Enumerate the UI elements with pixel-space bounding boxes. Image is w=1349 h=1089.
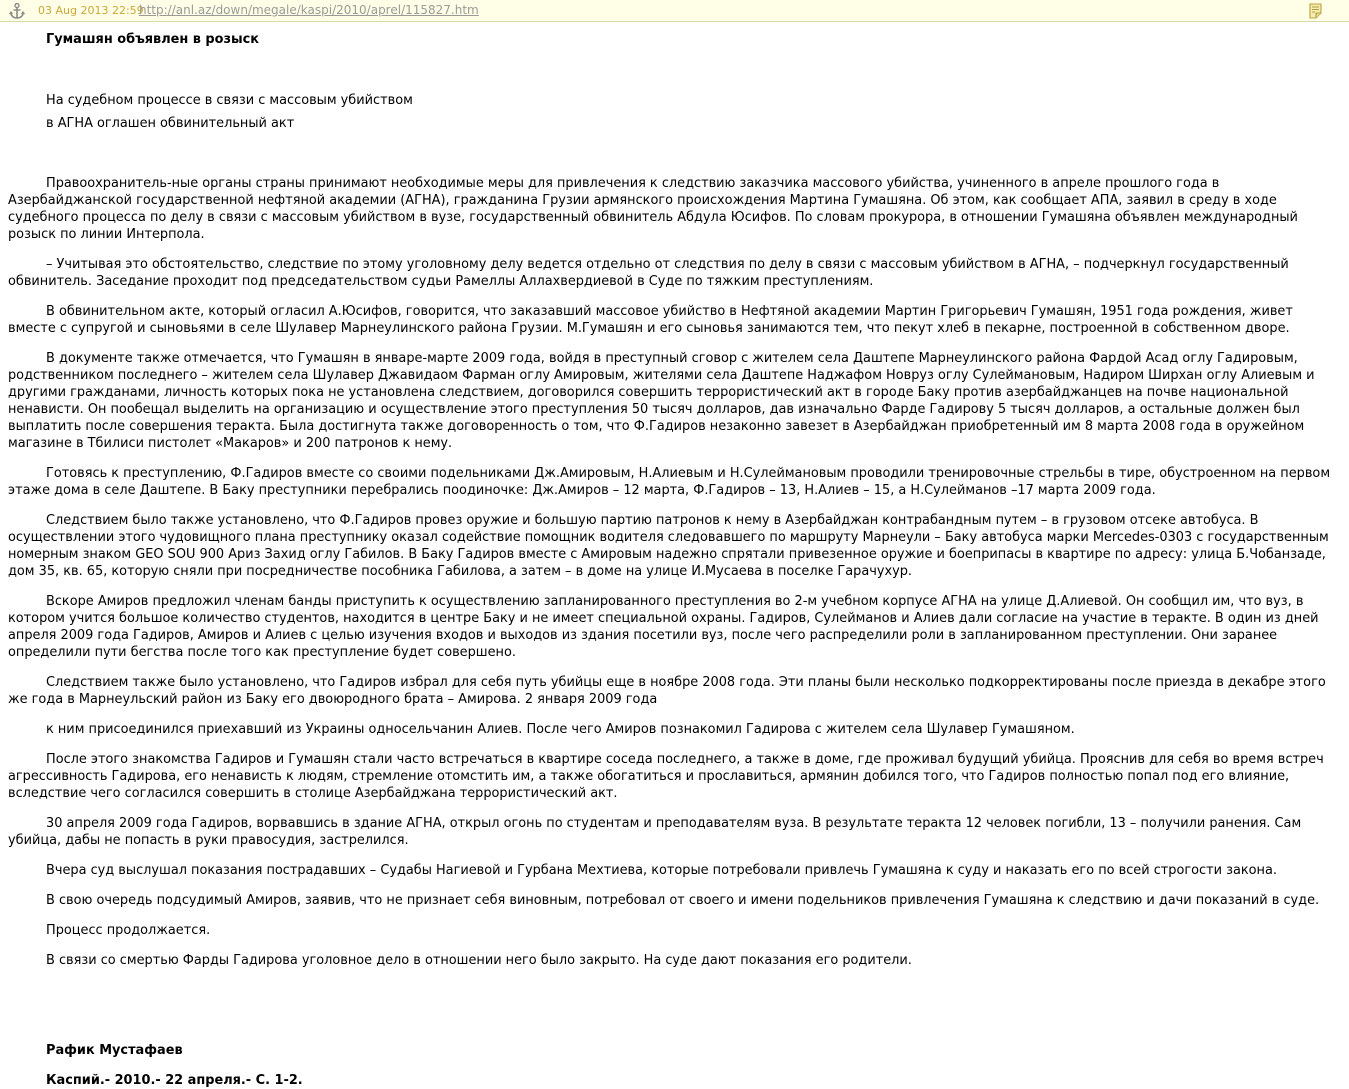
archive-date: 03 Aug 2013 22:59: [38, 4, 144, 17]
paragraph: После этого знакомства Гадиров и Гумашян стали часто встречаться в квартире соседа последнего, а также в доме, где проживал будущий убийца. Прояснив для себя во время встреч агрессивность Гадирова, его ненависть к людям, стремление отомстить им, а также обогатиться и прославиться, армянин добился того, что Гадиров полностью попал под его влияние, вследствие чего согласился совершить в столице Азербайджана террористический акт.: [8, 752, 1324, 801]
paragraph: к ним присоединился приехавший из Украины односельчанин Алиев. После чего Амиров познакомил Гадирова с жителем села Шулавер Гумашяном.: [46, 722, 1075, 737]
paragraph: Процесс продолжается.: [46, 923, 211, 938]
article-subtitle-line-2: в АГНА оглашен обвинительный акт: [46, 116, 295, 131]
paragraph: В связи со смертью Фарды Гадирова уголовное дело в отношении него было закрыто. На суде дают показания его родители.: [46, 953, 912, 968]
article-title: Гумашян объявлен в розыск: [46, 32, 260, 47]
article-body: [8, 22, 1342, 1089]
article-source: Каспий.- 2010.- 22 апреля.- С. 1-2.: [46, 1073, 303, 1088]
paragraph: В обвинительном акте, который огласил А.Юсифов, говорится, что заказавший массовое убийство в Нефтяной академии Мартин Григорьевич Гумашян, 1951 года рождения, живет вместе с супругой и сыновьями в селе Шулавер Марнеулинского района Грузии. М.Гумашян и его сыновья занимаются тем, что пекут хлеб в пекарне, построенной в собственном дворе.: [8, 304, 1293, 336]
article-author: Рафик Мустафаев: [46, 1043, 183, 1058]
paragraph: 30 апреля 2009 года Гадиров, ворвавшись в здание АГНА, открыл огонь по студентам и преподавателям вуза. В результате теракта 12 человек погибли, 13 – получили ранения. Сам убийца, дабы не попасть в руки правосудия, застрелился.: [8, 816, 1302, 848]
paragraph: В свою очередь подсудимый Амиров, заявив, что не признает себя виновным, потребовал от своего и имени подельников привлечения Гумашяна к следствию и дачи показаний в суде.: [46, 893, 1320, 908]
archive-toolbar: [0, 0, 1349, 22]
paragraph: В документе также отмечается, что Гумашян в январе-марте 2009 года, войдя в преступный сговор с жителем села Даштепе Марнеулинского района Фардой Асад оглу Гадировым, родственником последнего – жителем села Шулавер Джавидаом Фарман оглу Амировым, жителями села Даштепе Наджафом Новруз оглу Сулеймановым, Надиром Ширхан оглу Алиевым и другими гражданами, личность которых пока не установлена следствием, договорился совершить террористический акт в городе Баку против азербайджанцев на почве национальной ненависти. Он пообещал выделить на организацию и осуществление этого преступления 50 тысяч долларов, дав изначально Фарде Гадирову 5 тысяч долларов, а остальные должен был выплатить после совершения теракта. Была достигнута также договоренность о том, что Ф.Гадиров незаконно завезет в Азербайджан приобретенный им 8 марта 2008 года в оружейном магазине в Тбилиси пистолет «Макаров» и 200 патронов к нему.: [8, 351, 1315, 451]
anchor-icon[interactable]: [8, 2, 26, 20]
paragraph: Следствием также было установлено, что Гадиров избрал для себя путь убийцы еще в ноябре 2008 года. Эти планы были несколько подкорректированы после приезда в декабре этого же года в Марнеульский район из Баку его двоюродного брата – Амирова. 2 января 2009 года: [8, 675, 1326, 707]
paragraph: Правоохранитель-ные органы страны принимают необходимые меры для привлечения к следствию заказчика массового убийства, учиненного в апреле прошлого года в Азербайджанской государственной нефтяной академии (АГНА), гражданина Грузии армянского происхождения Мартина Гумашяна. Об этом, как сообщает АПА, заявил в среду в ходе судебного процесса по делу в связи с массовым убийством в вузе, государственный обвинитель Абдула Юсифов. По словам прокурора, в отношении Гумашяна объявлен международный розыск по линии Интерпола.: [8, 176, 1298, 242]
article-subtitle-line-1: На судебном процессе в связи с массовым убийством: [46, 93, 413, 108]
paragraph: Вчера суд выслушал показания пострадавших – Судабы Нагиевой и Гурбана Мехтиева, которые потребовали привлечь Гумашяна к суду и наказать его по всей строгости закона.: [46, 863, 1277, 878]
paragraph: – Учитывая это обстоятельство, следствие по этому уголовному делу ведется отдельно от следствия по делу в связи с массовым убийством в АГНА, – подчеркнул государственный обвинитель. Заседание проходит под председательством судьи Рамеллы Аллахвердиевой в Суде по тяжким преступлениям.: [8, 257, 1289, 289]
paragraph: Вскоре Амиров предложил членам банды приступить к осуществлению запланированного преступления во 2-м учебном корпусе АГНА на улице Д.Алиевой. Он сообщил им, что вуз, в котором учится большое количество студентов, находится в центре Баку и не имеет специальной охраны. Гадиров, Сулейманов и Алиев дали согласие на участие в теракте. В один из дней апреля 2009 года Гадиров, Амиров и Алиев с целью изучения входов и выходов из здания посетили вуз, после чего распределили роли в запланированном преступлении. Они заранее определили пути бегства после того как преступление будет совершено.: [8, 594, 1319, 660]
paragraph: Следствием было также установлено, что Ф.Гадиров провез оружие и большую партию патронов к нему в Азербайджан контрабандным путем – в грузовом отсеке автобуса. В осуществлении этого чудовищного плана преступнику оказал содействие помощник водителя следовавшего по маршруту Марнеули – Баку автобуса марки Mercedes-0303 с государственным номерным знаком GEO SOU 900 Ариз Захид оглу Габилов. В Баку Гадиров вместе с Амировым надежно спрятали привезенное оружие и боеприпасы в квартире по адресу: улица Б.Чобанзаде, дом 35, кв. 65, которую сняли при посредничестве пособника Габилова, а затем – в доме на улице И.Мусаева в поселке Гарачухур.: [8, 513, 1329, 579]
archive-url-link[interactable]: http://anl.az/down/megale/kaspi/2010/aprel/115827.htm: [139, 3, 479, 17]
paragraph: Готовясь к преступлению, Ф.Гадиров вместе со своими подельниками Дж.Амировым, Н.Алиевым и Н.Сулеймановым проводили тренировочные стрельбы в тире, обустроенном на первом этаже дома в селе Даштепе. В Баку преступники перебрались поодиночке: Дж.Амиров – 12 марта, Ф.Гадиров – 13, Н.Алиев – 15, а Н.Сулейманов –17 марта 2009 года.: [8, 466, 1331, 498]
note-icon[interactable]: [1307, 2, 1325, 20]
